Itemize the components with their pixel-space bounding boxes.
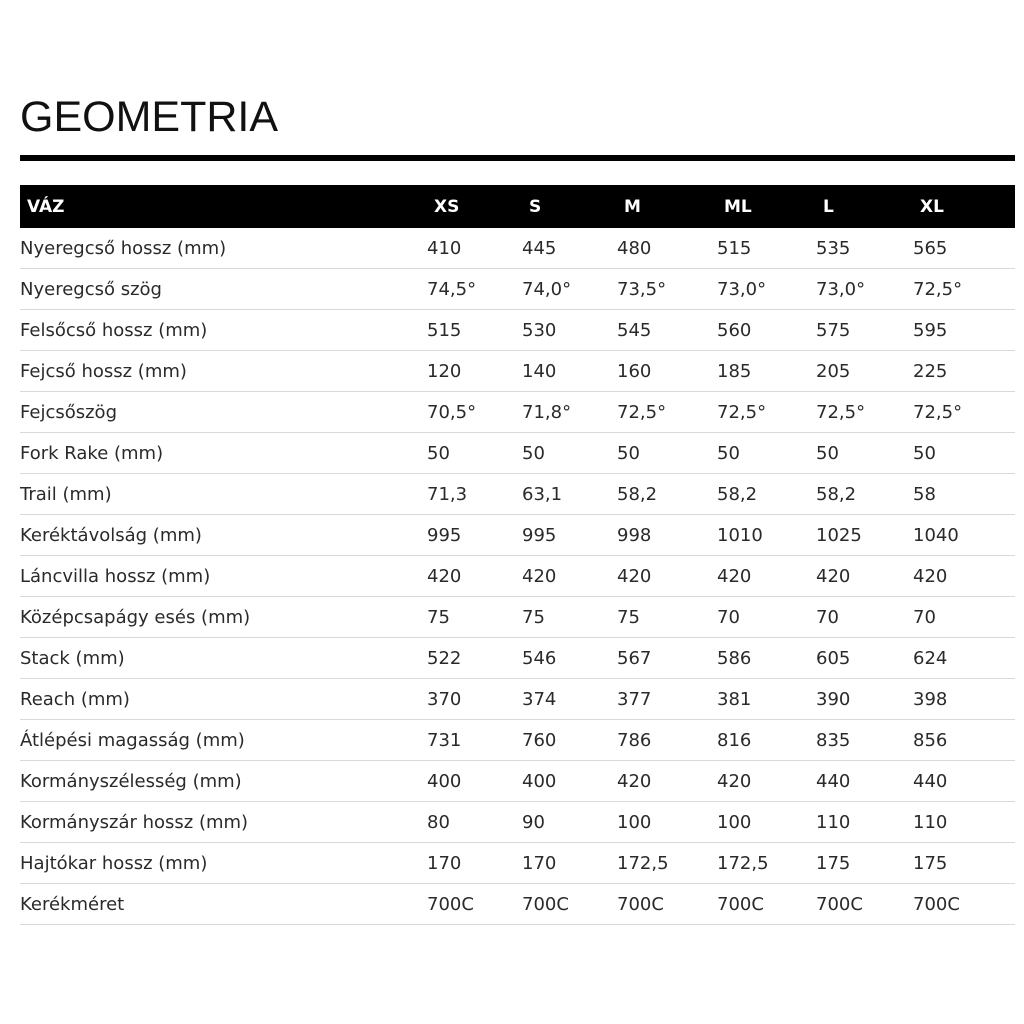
cell-size-xs: 71,3 (427, 474, 522, 515)
cell-size-s: 50 (522, 433, 617, 474)
cell-size-m: 75 (617, 597, 717, 638)
cell-size-l: 175 (816, 843, 913, 884)
table-row (20, 597, 1015, 638)
cell-size-s: 546 (522, 638, 617, 679)
cell-size-s: 63,1 (522, 474, 617, 515)
cell-size-xl: 58 (913, 474, 1015, 515)
cell-size-m: 700C (617, 884, 717, 925)
cell-size-ml: 1010 (717, 515, 816, 556)
cell-size-s: 140 (522, 351, 617, 392)
row-label: Stack (mm) (20, 638, 427, 679)
cell-size-s: 530 (522, 310, 617, 351)
cell-size-xs: 515 (427, 310, 522, 351)
cell-size-ml: 72,5° (717, 392, 816, 433)
cell-size-ml: 381 (717, 679, 816, 720)
cell-size-s: 74,0° (522, 269, 617, 310)
cell-size-l: 575 (816, 310, 913, 351)
cell-size-xs: 120 (427, 351, 522, 392)
table-row (20, 433, 1015, 474)
cell-size-l: 110 (816, 802, 913, 843)
row-label: Nyeregcső szög (20, 269, 427, 310)
header-size-xs: XS (427, 185, 522, 228)
cell-size-s: 760 (522, 720, 617, 761)
cell-size-s: 170 (522, 843, 617, 884)
table-row (20, 474, 1015, 515)
cell-size-l: 50 (816, 433, 913, 474)
row-label: Trail (mm) (20, 474, 427, 515)
cell-size-m: 50 (617, 433, 717, 474)
cell-size-l: 70 (816, 597, 913, 638)
header-size-l: L (816, 185, 913, 228)
cell-size-xs: 410 (427, 228, 522, 269)
cell-size-ml: 560 (717, 310, 816, 351)
cell-size-s: 71,8° (522, 392, 617, 433)
cell-size-xl: 70 (913, 597, 1015, 638)
cell-size-ml: 420 (717, 761, 816, 802)
cell-size-xs: 170 (427, 843, 522, 884)
cell-size-s: 400 (522, 761, 617, 802)
cell-size-xs: 370 (427, 679, 522, 720)
row-label: Kormányszár hossz (mm) (20, 802, 427, 843)
cell-size-l: 605 (816, 638, 913, 679)
table-row (20, 310, 1015, 351)
row-label: Fejcső hossz (mm) (20, 351, 427, 392)
cell-size-ml: 816 (717, 720, 816, 761)
cell-size-s: 700C (522, 884, 617, 925)
row-label: Kerékméret (20, 884, 427, 925)
table-row (20, 515, 1015, 556)
cell-size-xl: 856 (913, 720, 1015, 761)
cell-size-xl: 72,5° (913, 269, 1015, 310)
row-label: Kormányszélesség (mm) (20, 761, 427, 802)
header-size-s: S (522, 185, 617, 228)
cell-size-xl: 225 (913, 351, 1015, 392)
cell-size-s: 995 (522, 515, 617, 556)
cell-size-xs: 80 (427, 802, 522, 843)
cell-size-m: 998 (617, 515, 717, 556)
cell-size-xs: 995 (427, 515, 522, 556)
cell-size-xl: 420 (913, 556, 1015, 597)
row-label: Fork Rake (mm) (20, 433, 427, 474)
cell-size-xl: 110 (913, 802, 1015, 843)
table-row (20, 556, 1015, 597)
row-label: Láncvilla hossz (mm) (20, 556, 427, 597)
cell-size-m: 420 (617, 556, 717, 597)
cell-size-l: 205 (816, 351, 913, 392)
table-row (20, 228, 1015, 269)
cell-size-l: 58,2 (816, 474, 913, 515)
cell-size-xl: 398 (913, 679, 1015, 720)
cell-size-s: 445 (522, 228, 617, 269)
cell-size-m: 377 (617, 679, 717, 720)
page-title: GEOMETRIA (20, 93, 279, 141)
cell-size-ml: 70 (717, 597, 816, 638)
cell-size-m: 545 (617, 310, 717, 351)
header-size-ml: ML (717, 185, 816, 228)
table-row (20, 761, 1015, 802)
row-label: Keréktávolság (mm) (20, 515, 427, 556)
cell-size-l: 700C (816, 884, 913, 925)
cell-size-ml: 58,2 (717, 474, 816, 515)
table-row (20, 720, 1015, 761)
cell-size-xs: 75 (427, 597, 522, 638)
cell-size-xs: 50 (427, 433, 522, 474)
cell-size-xs: 420 (427, 556, 522, 597)
cell-size-xs: 74,5° (427, 269, 522, 310)
cell-size-ml: 185 (717, 351, 816, 392)
cell-size-xl: 440 (913, 761, 1015, 802)
cell-size-ml: 50 (717, 433, 816, 474)
cell-size-m: 567 (617, 638, 717, 679)
cell-size-ml: 73,0° (717, 269, 816, 310)
cell-size-ml: 586 (717, 638, 816, 679)
cell-size-xs: 731 (427, 720, 522, 761)
cell-size-s: 75 (522, 597, 617, 638)
cell-size-l: 72,5° (816, 392, 913, 433)
cell-size-m: 160 (617, 351, 717, 392)
table-row (20, 351, 1015, 392)
cell-size-s: 374 (522, 679, 617, 720)
cell-size-m: 172,5 (617, 843, 717, 884)
cell-size-m: 72,5° (617, 392, 717, 433)
cell-size-m: 480 (617, 228, 717, 269)
cell-size-l: 535 (816, 228, 913, 269)
cell-size-l: 440 (816, 761, 913, 802)
cell-size-xl: 50 (913, 433, 1015, 474)
row-label: Átlépési magasság (mm) (20, 720, 427, 761)
table-row (20, 843, 1015, 884)
cell-size-l: 390 (816, 679, 913, 720)
cell-size-ml: 515 (717, 228, 816, 269)
cell-size-m: 420 (617, 761, 717, 802)
cell-size-xl: 175 (913, 843, 1015, 884)
table-row (20, 269, 1015, 310)
row-label: Hajtókar hossz (mm) (20, 843, 427, 884)
cell-size-xs: 70,5° (427, 392, 522, 433)
cell-size-m: 58,2 (617, 474, 717, 515)
header-frame: VÁZ (20, 185, 427, 228)
row-label: Középcsapágy esés (mm) (20, 597, 427, 638)
cell-size-ml: 420 (717, 556, 816, 597)
cell-size-xl: 700C (913, 884, 1015, 925)
cell-size-s: 420 (522, 556, 617, 597)
cell-size-m: 73,5° (617, 269, 717, 310)
table-row (20, 679, 1015, 720)
cell-size-xs: 522 (427, 638, 522, 679)
cell-size-xl: 565 (913, 228, 1015, 269)
cell-size-ml: 172,5 (717, 843, 816, 884)
table-header-row (20, 185, 1015, 228)
cell-size-xs: 700C (427, 884, 522, 925)
cell-size-xl: 1040 (913, 515, 1015, 556)
table-row (20, 392, 1015, 433)
cell-size-m: 100 (617, 802, 717, 843)
geometry-table (20, 185, 1015, 925)
table-row (20, 884, 1015, 925)
cell-size-xl: 72,5° (913, 392, 1015, 433)
title-divider (20, 155, 1015, 161)
cell-size-xl: 624 (913, 638, 1015, 679)
row-label: Reach (mm) (20, 679, 427, 720)
cell-size-xs: 400 (427, 761, 522, 802)
cell-size-m: 786 (617, 720, 717, 761)
table-row (20, 802, 1015, 843)
row-label: Felsőcső hossz (mm) (20, 310, 427, 351)
row-label: Fejcsőszög (20, 392, 427, 433)
cell-size-ml: 100 (717, 802, 816, 843)
header-size-m: M (617, 185, 717, 228)
cell-size-l: 73,0° (816, 269, 913, 310)
row-label: Nyeregcső hossz (mm) (20, 228, 427, 269)
cell-size-l: 1025 (816, 515, 913, 556)
header-size-xl: XL (913, 185, 1015, 228)
cell-size-l: 420 (816, 556, 913, 597)
cell-size-l: 835 (816, 720, 913, 761)
cell-size-ml: 700C (717, 884, 816, 925)
cell-size-xl: 595 (913, 310, 1015, 351)
cell-size-s: 90 (522, 802, 617, 843)
table-row (20, 638, 1015, 679)
